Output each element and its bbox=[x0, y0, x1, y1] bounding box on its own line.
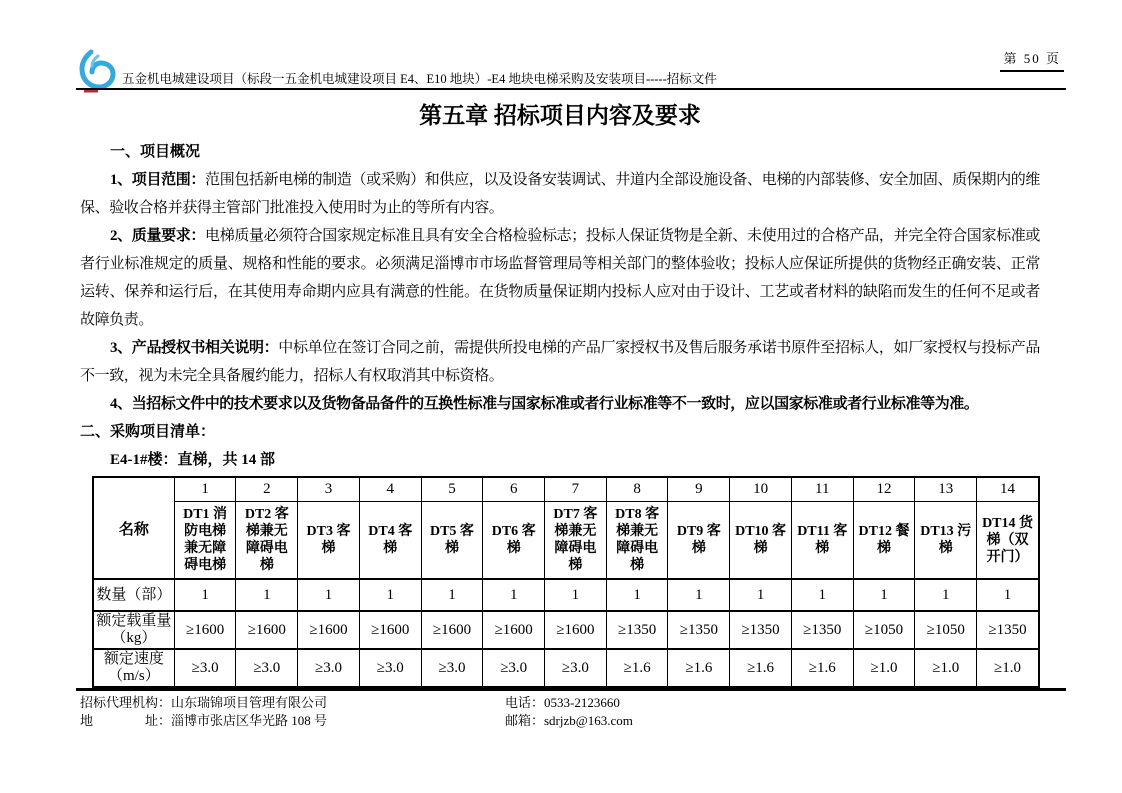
column-number-cell: 11 bbox=[791, 477, 853, 502]
column-number-cell: 8 bbox=[606, 477, 668, 502]
footer-divider bbox=[76, 688, 1066, 691]
rated-load-cell: ≥1050 bbox=[853, 611, 915, 649]
footer-contact-block bbox=[505, 694, 633, 729]
page-number: 第 50 页 bbox=[1000, 48, 1064, 72]
paragraph-label: 1、项目范围： bbox=[110, 172, 206, 188]
quantity-cell: 1 bbox=[298, 579, 360, 611]
rated-load-row-label: 额定载重量（kg） bbox=[93, 611, 174, 649]
rated-load-cell: ≥1350 bbox=[977, 611, 1039, 649]
rated-load-cell: ≥1350 bbox=[668, 611, 730, 649]
quantity-cell: 1 bbox=[977, 579, 1039, 611]
rated-speed-cell: ≥1.0 bbox=[915, 649, 977, 687]
elevator-name-cell: DT12 餐梯 bbox=[853, 502, 915, 580]
building-label: E4-1#楼： bbox=[110, 452, 178, 468]
rated-load-cell: ≥1600 bbox=[545, 611, 607, 649]
elevator-name-cell: DT10 客梯 bbox=[730, 502, 792, 580]
rated-speed-row-label: 额定速度（m/s） bbox=[93, 649, 174, 687]
elevator-name-cell: DT1 消防电梯兼无障碍电梯 bbox=[174, 502, 236, 580]
elevator-name-cell: DT3 客梯 bbox=[298, 502, 360, 580]
paragraph-text: 范围包括新电梯的制造（或采购）和供应，以及设备安装调试、井道内全部设施设备、电梯的内部装修、安全加固、质保期内的维保、验收合格并获得主管部门批准投入使用时为止的等所有内容。 bbox=[80, 172, 1040, 216]
footer-phone-line: 电话：0533-2123660 bbox=[505, 695, 620, 710]
header-divider bbox=[76, 88, 1066, 90]
column-number-cell: 5 bbox=[421, 477, 483, 502]
column-number-cell: 2 bbox=[236, 477, 298, 502]
elevator-name-cell: DT13 污梯 bbox=[915, 502, 977, 580]
rated-speed-cell: ≥1.6 bbox=[606, 649, 668, 687]
document-header-title: 五金机电城建设项目（标段一五金机电城建设项目 E4、E10 地块）-E4 地块电梯采购及安装项目-----招标文件 bbox=[122, 72, 717, 86]
rated-speed-cell: ≥3.0 bbox=[298, 649, 360, 687]
building-text: 直梯，共 14 部 bbox=[177, 452, 276, 468]
column-number-cell: 3 bbox=[298, 477, 360, 502]
quantity-row bbox=[93, 579, 1039, 611]
paragraph-text: 电梯质量必须符合国家规定标准且具有安全合格检验标志；投标人保证货物是全新、未使用过的合格产品，并完全符合国家标准或者行业标准规定的质量、规格和性能的要求。必须满足淄博市市场监督管理局等相关部门的整体验收；投标人应保证所提供的货物经正确安装、正常运转、保养和运行后，在其使用寿命期内应具有满意的性能。在货物质量保证期内投标人应对由于设计、工艺或者材料的缺陷而发生的任何不足或者故障负责。 bbox=[80, 228, 1040, 328]
paragraph-standards-priority: 4、当招标文件中的技术要求以及货物备品备件的互换性标准与国家标准或者行业标准等不一致时，应以国家标准或者行业标准等为准。 bbox=[110, 396, 979, 412]
elevator-name-cell: DT7 客梯兼无障碍电梯 bbox=[545, 502, 607, 580]
name-header-cell: 名称 bbox=[93, 477, 174, 579]
document-body bbox=[80, 96, 1040, 688]
paragraph-authorization-note bbox=[80, 334, 1040, 390]
elevator-name-cell: DT14 货梯（双开门） bbox=[977, 502, 1039, 580]
rated-speed-cell: ≥3.0 bbox=[483, 649, 545, 687]
quantity-cell: 1 bbox=[791, 579, 853, 611]
rated-load-cell: ≥1050 bbox=[915, 611, 977, 649]
elevator-spec-table bbox=[92, 476, 1040, 688]
rated-speed-cell: ≥3.0 bbox=[545, 649, 607, 687]
paragraph-label: 2、质量要求： bbox=[110, 228, 206, 244]
column-number-cell: 14 bbox=[977, 477, 1039, 502]
quantity-cell: 1 bbox=[668, 579, 730, 611]
rated-load-cell: ≥1350 bbox=[791, 611, 853, 649]
rated-speed-cell: ≥3.0 bbox=[421, 649, 483, 687]
rated-load-cell: ≥1600 bbox=[236, 611, 298, 649]
elevator-name-row bbox=[93, 502, 1039, 580]
paragraph-quality-requirements bbox=[80, 222, 1040, 334]
rated-speed-cell: ≥1.0 bbox=[977, 649, 1039, 687]
quantity-cell: 1 bbox=[915, 579, 977, 611]
rated-speed-cell: ≥3.0 bbox=[174, 649, 236, 687]
rated-speed-cell: ≥1.6 bbox=[730, 649, 792, 687]
elevator-name-cell: DT4 客梯 bbox=[359, 502, 421, 580]
section-2-heading: 二、采购项目清单： bbox=[80, 424, 216, 440]
section-1-heading: 一、项目概况 bbox=[110, 144, 201, 160]
elevator-name-cell: DT8 客梯兼无障碍电梯 bbox=[606, 502, 668, 580]
elevator-name-cell: DT2 客梯兼无障碍电梯 bbox=[236, 502, 298, 580]
rated-speed-cell: ≥1.6 bbox=[668, 649, 730, 687]
quantity-cell: 1 bbox=[853, 579, 915, 611]
elevator-name-cell: DT5 客梯 bbox=[421, 502, 483, 580]
rated-load-cell: ≥1600 bbox=[359, 611, 421, 649]
column-number-cell: 10 bbox=[730, 477, 792, 502]
building-elevator-summary bbox=[80, 446, 1040, 474]
rated-speed-row bbox=[93, 649, 1039, 687]
chapter-title: 第五章 招标项目内容及要求 bbox=[419, 103, 701, 128]
column-number-cell: 13 bbox=[915, 477, 977, 502]
paragraph-text: 中标单位在签订合同之前，需提供所投电梯的产品厂家授权书及售后服务承诺书原件至招标人，如厂家授权与投标产品不一致，视为未完全具备履约能力，招标人有权取消其中标资格。 bbox=[80, 340, 1040, 384]
column-number-cell: 4 bbox=[359, 477, 421, 502]
quantity-cell: 1 bbox=[545, 579, 607, 611]
footer-email-line: 邮箱：sdrjzb@163.com bbox=[505, 712, 633, 728]
elevator-name-cell: DT6 客梯 bbox=[483, 502, 545, 580]
rated-load-row bbox=[93, 611, 1039, 649]
quantity-row-label: 数量（部） bbox=[93, 579, 174, 611]
elevator-name-cell: DT11 客梯 bbox=[791, 502, 853, 580]
footer-agency-block bbox=[80, 694, 327, 729]
paragraph-label: 3、产品授权书相关说明： bbox=[110, 340, 279, 356]
rated-load-cell: ≥1600 bbox=[174, 611, 236, 649]
rated-speed-cell: ≥3.0 bbox=[359, 649, 421, 687]
rated-speed-cell: ≥1.6 bbox=[791, 649, 853, 687]
rated-speed-cell: ≥1.0 bbox=[853, 649, 915, 687]
quantity-cell: 1 bbox=[483, 579, 545, 611]
quantity-cell: 1 bbox=[421, 579, 483, 611]
footer-agency-line: 招标代理机构：山东瑞锦项目管理有限公司 bbox=[80, 695, 328, 710]
quantity-cell: 1 bbox=[730, 579, 792, 611]
column-number-cell: 7 bbox=[545, 477, 607, 502]
rated-load-cell: ≥1600 bbox=[421, 611, 483, 649]
quantity-cell: 1 bbox=[174, 579, 236, 611]
paragraph-project-scope bbox=[80, 166, 1040, 222]
column-number-cell: 12 bbox=[853, 477, 915, 502]
rated-load-cell: ≥1600 bbox=[298, 611, 360, 649]
column-number-cell: 1 bbox=[174, 477, 236, 502]
quantity-cell: 1 bbox=[606, 579, 668, 611]
elevator-name-cell: DT9 客梯 bbox=[668, 502, 730, 580]
column-number-row bbox=[93, 477, 1039, 502]
quantity-cell: 1 bbox=[236, 579, 298, 611]
rated-load-cell: ≥1350 bbox=[730, 611, 792, 649]
rated-speed-cell: ≥3.0 bbox=[236, 649, 298, 687]
rated-load-cell: ≥1350 bbox=[606, 611, 668, 649]
rated-load-cell: ≥1600 bbox=[483, 611, 545, 649]
quantity-cell: 1 bbox=[359, 579, 421, 611]
column-number-cell: 6 bbox=[483, 477, 545, 502]
column-number-cell: 9 bbox=[668, 477, 730, 502]
footer-address-line: 地 址：淄博市张店区华光路 108 号 bbox=[80, 712, 328, 728]
